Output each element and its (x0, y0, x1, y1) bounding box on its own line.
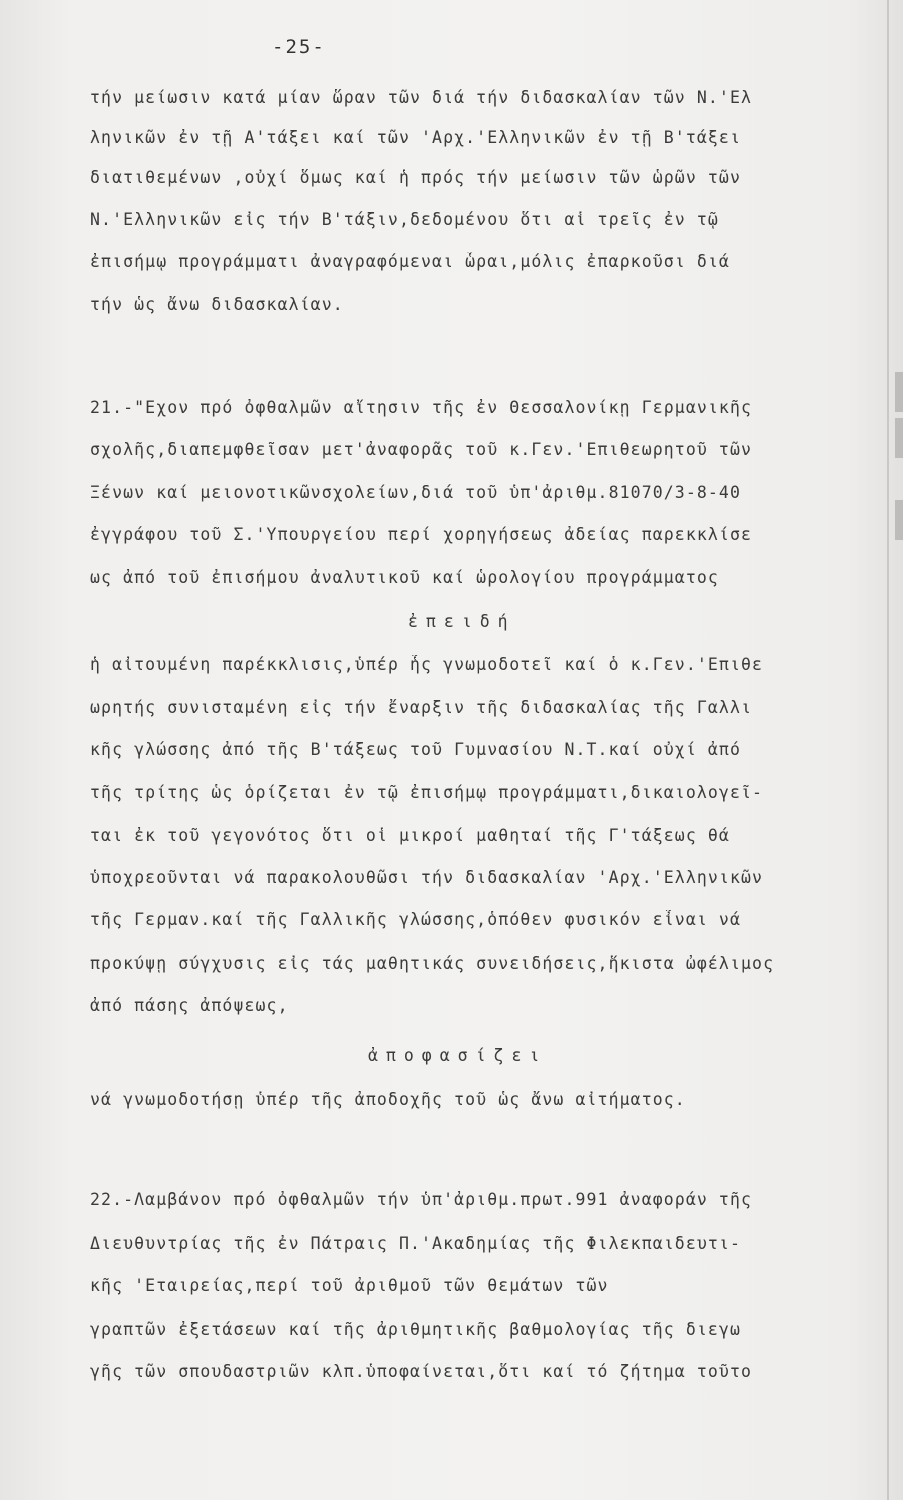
heading-epeidi: ἐπειδή (408, 612, 516, 631)
text-line: γραπτῶν ἐξετάσεων καί τῆς ἀριθμητικῆς βαθμολογίας τῆς διεγω (90, 1320, 741, 1339)
page-edge-mark (895, 500, 903, 540)
paragraph-22-line: 22.-Λαμβάνον πρό ὀφθαλμῶν τήν ὑπ'ἀριθμ.πρωτ.991 ἀναφοράν τῆς (90, 1190, 753, 1209)
text-line: διατιθεμένων ,οὐχί ὅμως καί ἡ πρός τήν μείωσιν τῶν ὡρῶν τῶν (90, 168, 741, 187)
text-line: σχολῆς,διαπεμφθεῖσαν μετ'ἀναφορᾶς τοῦ κ.Γεν.'Επιθεωρητοῦ τῶν (90, 440, 753, 459)
text-line: ἐπισήμῳ προγράμματι ἀναγραφόμεναι ὧραι,μόλις ἐπαρκοῦσι διά (90, 252, 730, 271)
text-line: ται ἐκ τοῦ γεγονότος ὅτι οἱ μικροί μαθηταί τῆς Γ'τάξεως θά (90, 826, 730, 845)
text-line: ὑποχρεοῦνται νά παρακολουθῶσι τήν διδασκαλίαν 'Αρχ.'Ελληνικῶν (90, 868, 764, 887)
page-number: -25- (272, 36, 326, 58)
page-edge-mark (895, 372, 903, 412)
page-edge-line (887, 0, 889, 1500)
text-line: τήν μείωσιν κατά μίαν ὥραν τῶν διά τήν διδασκαλίαν τῶν Ν.'Ελ (90, 88, 753, 107)
text-line: τῆς Γερμαν.καί τῆς Γαλλικῆς γλώσσης,ὁπόθεν φυσικόν εἶναι νά (90, 910, 741, 929)
paragraph-21-line: 21.-"Εχον πρό ὀφθαλμῶν αἴτησιν τῆς ἐν Θεσσαλονίκῃ Γερμανικῆς (90, 398, 753, 417)
text-line: Ξένων καί μειονοτικῶνσχολείων,διά τοῦ ὑπ'ἀριθμ.81070/3-8-40 (90, 483, 741, 502)
text-line: ωρητής συνισταμένη εἰς τήν ἔναρξιν τῆς διδασκαλίας τῆς Γαλλι (90, 698, 753, 717)
text-line: προκύψῃ σύγχυσις εἰς τάς μαθητικάς συνειδήσεις,ἥκιστα ὠφέλιμος (90, 954, 775, 973)
text-line: ἡ αἰτουμένη παρέκκλισις,ὑπέρ ἧς γνωμοδοτεῖ καί ὁ κ.Γεν.'Επιθε (90, 655, 764, 674)
text-line: νά γνωμοδοτήσῃ ὑπέρ τῆς ἀποδοχῆς τοῦ ὡς ἄνω αἰτήματος. (90, 1090, 686, 1109)
text-line: κῆς γλώσσης ἀπό τῆς Β'τάξεως τοῦ Γυμνασίου Ν.Τ.καί οὐχί ἀπό (90, 740, 741, 759)
text-line: κῆς 'Εταιρείας,περί τοῦ ἀριθμοῦ τῶν θεμάτων τῶν (90, 1276, 609, 1295)
text-line: γῆς τῶν σπουδαστριῶν κλπ.ὑποφαίνεται,ὅτι καί τό ζήτημα τοῦτο (90, 1362, 753, 1381)
text-line: ἀπό πάσης ἀπόψεως, (90, 996, 289, 1015)
text-line: τήν ὡς ἄνω διδασκαλίαν. (90, 295, 344, 314)
text-line: τῆς τρίτης ὡς ὁρίζεται ἐν τῷ ἐπισήμῳ προγράμματι,δικαιολογεῖ- (90, 783, 764, 802)
text-line: ἐγγράφου τοῦ Σ.'Υπουργείου περί χορηγήσεως ἀδείας παρεκκλίσε (90, 525, 753, 544)
text-line: Διευθυντρίας τῆς ἐν Πάτραις Π.'Ακαδημίας τῆς Φιλεκπαιδευτι- (90, 1234, 741, 1253)
text-line: ληνικῶν ἐν τῇ Α'τάξει καί τῶν 'Αρχ.'Ελληνικῶν ἐν τῇ Β'τάξει (90, 128, 741, 147)
text-line: Ν.'Ελληνικῶν εἰς τήν Β'τάξιν,δεδομένου ὅτι αἱ τρεῖς ἐν τῷ (90, 210, 719, 229)
heading-apofasizei: ἀποφασίζει (368, 1046, 548, 1065)
text-line: ως ἀπό τοῦ ἐπισήμου ἀναλυτικοῦ καί ὡρολογίου προγράμματος (90, 568, 719, 587)
page-edge-mark (895, 418, 903, 458)
